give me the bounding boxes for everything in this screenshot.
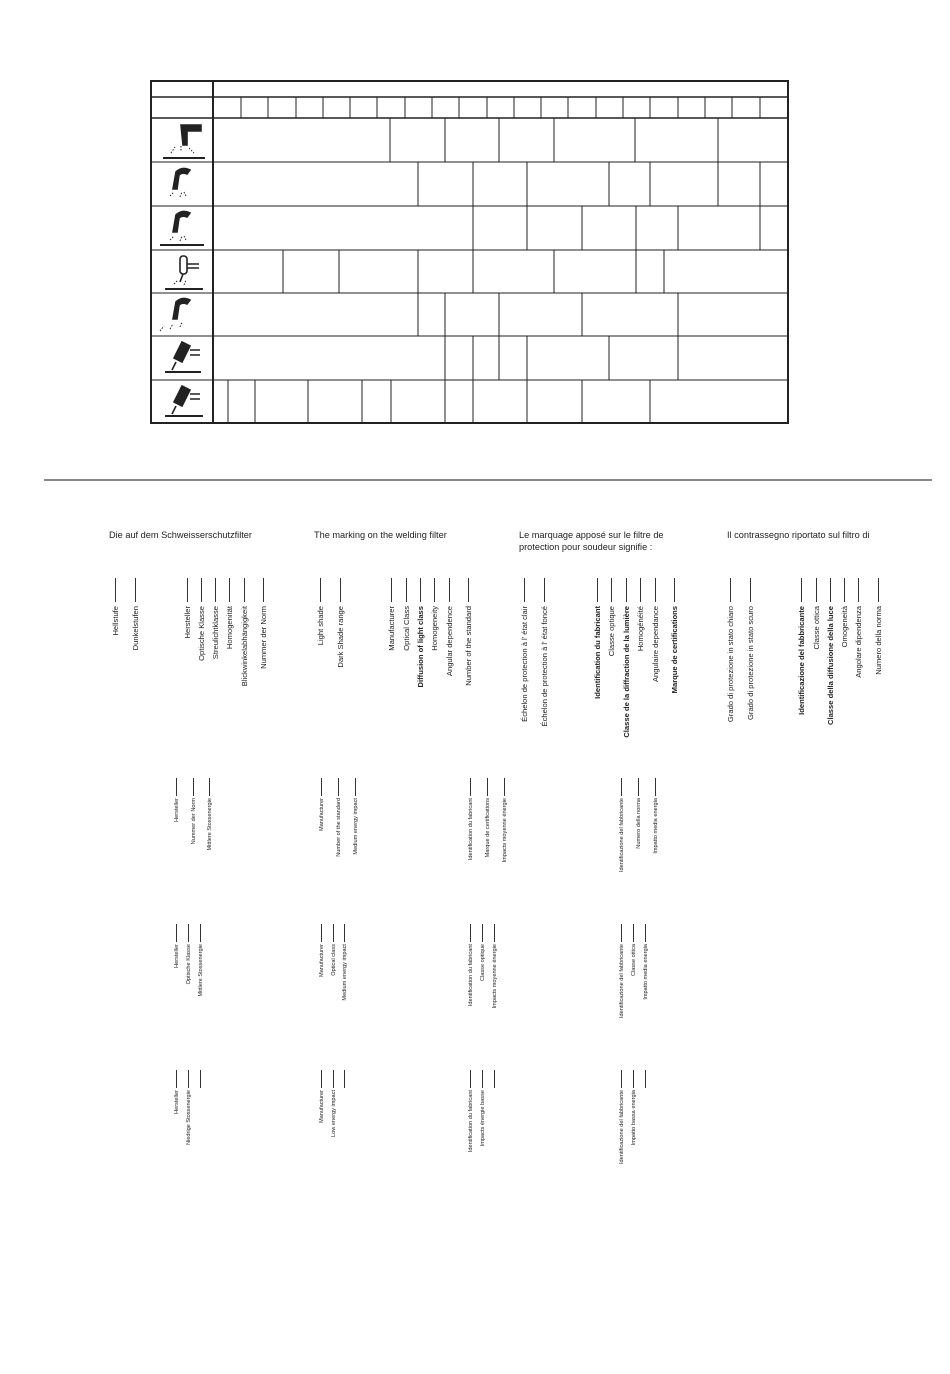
label-en-manufacturer: Manufacturer (385, 578, 399, 768)
label-fr-standard: Marque de certifications (668, 578, 682, 768)
label-it-light-shade: Grado di protezione in stato chiaro (724, 578, 738, 768)
label-b3-it-2: Impatto media energia (641, 924, 650, 1114)
label-it-homogeneity: Omogeneità (838, 578, 852, 768)
label-b2-it-0: Identificazione del fabbricante (617, 778, 626, 968)
label-b3-it-1: Classe ottica (629, 924, 638, 1114)
label-fr-optical-class: Classe optique (605, 578, 619, 768)
label-it-optical-class: Classe ottica (810, 578, 824, 768)
label-en-angular: Angular dependence (443, 578, 457, 768)
label-b2-it-2: Impatto media energia (651, 778, 660, 968)
label-en-dark-shade: Dark Shade range (334, 578, 348, 768)
label-de-homogeneity: Homogenität (223, 578, 237, 768)
label-fr-dark-shade: Échelon de protection à l' état foncé (538, 578, 552, 768)
label-en-diffusion: Diffusion of light class (414, 578, 428, 768)
label-b4-en-1: Low energy impact (329, 1070, 338, 1260)
label-b3-en-2: Medium energy impact (340, 924, 349, 1114)
label-de-angular: Blickwinkelabhängigkeit (238, 578, 252, 768)
label-b4-en-blank (340, 1070, 349, 1260)
label-de-dark-shade: Dunkelstufen (129, 578, 143, 768)
tig-torch-icon (165, 256, 203, 289)
label-b3-fr-0: Identification du fabricant (466, 924, 475, 1114)
label-it-manufacturer: Identificazione del fabbricante (795, 578, 809, 768)
mig-torch-icon (160, 298, 190, 331)
label-b4-fr-0: Identification du fabricant (466, 1070, 475, 1260)
label-b2-fr-0: Identification du fabricant (466, 778, 475, 968)
section-divider (44, 479, 932, 481)
label-b2-it-1: Numero della norma (634, 778, 643, 968)
label-it-standard: Numero della norma (872, 578, 886, 768)
label-b4-it-blank (641, 1070, 650, 1260)
label-b4-en-0: Manufacturer (317, 1070, 326, 1260)
label-it-dark-shade: Grado di protezione in stato scuro (744, 578, 758, 768)
label-b3-fr-1: Classe optique (478, 924, 487, 1114)
mig-torch-icon (170, 168, 190, 197)
shade-table (0, 0, 950, 430)
label-b3-en-0: Manufacturer (317, 924, 326, 1114)
label-en-optical-class: Optical Class (400, 578, 414, 768)
electrode-holder-icon (165, 386, 203, 416)
heading-it: Il contrassegno riportato sul filtro di (727, 530, 870, 540)
label-b3-de-0: Hersteller (172, 924, 181, 1114)
electrode-holder-icon (165, 342, 201, 372)
label-de-light-shade: Hellstufe (109, 578, 123, 768)
label-b4-de-1: Niedrige Stossenergie (184, 1070, 193, 1260)
label-b2-de-2: Mittlere Stossenergie (205, 778, 214, 968)
label-b2-fr-1: Marque de certifications (483, 778, 492, 968)
label-b4-it-0: Identificazione del fabbricante (617, 1070, 626, 1260)
label-b3-de-1: Optische Klasse (184, 924, 193, 1114)
label-en-standard: Number of the standard (462, 578, 476, 768)
heading-en: The marking on the welding filter (314, 530, 447, 540)
label-b4-it-1: Impatto bassa energia (629, 1070, 638, 1260)
label-en-light-shade: Light shade (314, 578, 328, 768)
label-it-diffusion: Classe della diffusione della luce (824, 578, 838, 768)
label-b2-en-2: Medium energy impact (351, 778, 360, 968)
heading-de: Die auf dem Schweisserschutzfilter (109, 530, 252, 540)
label-de-optical-class: Optische Klasse (195, 578, 209, 768)
label-b4-de-blank (196, 1070, 205, 1260)
heading-fr: Le marquage apposé sur le filtre de protection pour soudeur signifie : (519, 530, 664, 552)
label-b3-fr-2: Impacts moyenne énergie (490, 924, 499, 1114)
label-b2-en-0: Manufacturer (317, 778, 326, 968)
label-en-homogeneity: Homogeneity (428, 578, 442, 768)
label-b2-fr-2: Impacts moyenne énergie (500, 778, 509, 968)
label-b4-de-0: Hersteller (172, 1070, 181, 1260)
label-b2-de-0: Hersteller (172, 778, 181, 968)
label-de-diffusion: Streulichtklasse (209, 578, 223, 768)
label-de-manufacturer: Hersteller (181, 578, 195, 768)
label-b4-fr-1: Impacts énergie basse (478, 1070, 487, 1260)
label-fr-light-shade: Échelon de protection à l' état clair (518, 578, 532, 768)
label-de-standard: Nummer der Norm (257, 578, 271, 768)
label-b2-en-1: Number of the standard (334, 778, 343, 968)
label-fr-homogeneity: Homogénéité (634, 578, 648, 768)
label-b3-en-1: Optical class (329, 924, 338, 1114)
label-it-angular: Angolare dipendenza (852, 578, 866, 768)
mig-torch-icon (163, 125, 205, 158)
label-fr-diffusion: Classe de la diffraction de la lumière (620, 578, 634, 768)
label-b3-de-2: Mittlere Stossenergie (196, 924, 205, 1114)
label-b3-it-0: Identificazione del fabbricante (617, 924, 626, 1114)
label-b2-de-1: Nummer der Norm (189, 778, 198, 968)
mig-torch-icon (160, 211, 204, 245)
label-fr-angular: Angulaire dependance (649, 578, 663, 768)
label-fr-manufacturer: Identification du fabricant (591, 578, 605, 768)
label-b4-fr-blank (490, 1070, 499, 1260)
